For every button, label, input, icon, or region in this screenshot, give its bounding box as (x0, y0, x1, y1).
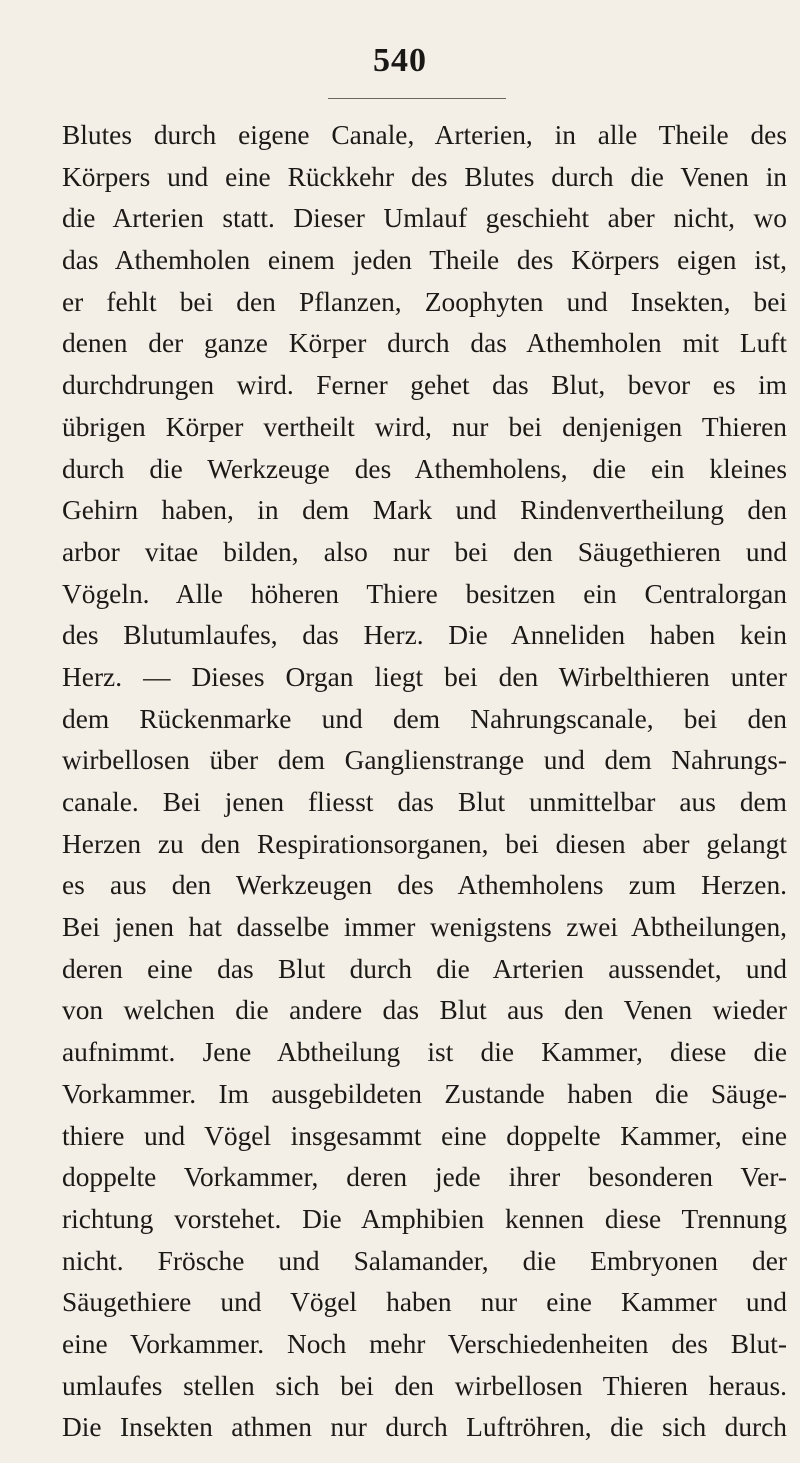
text-line: Vögeln. Alle höheren Thiere besitzen ein Centralorgan (62, 578, 787, 609)
text-line: das Athemholen einem jeden Theile des Körpers eigen ist, (62, 245, 787, 276)
text-line: Herzen zu den Respirationsorganen, bei diesen aber gelangt (62, 828, 787, 859)
text-line: deren eine das Blut durch die Arterien aussendet, und (62, 953, 787, 984)
text-line: Körpers und eine Rückkehr des Blutes durch die Venen in (62, 161, 787, 192)
text-line: thiere und Vögel insgesammt eine doppelte Kammer, eine (62, 1120, 787, 1151)
text-line: übrigen Körper vertheilt wird, nur bei denjenigen Thieren (62, 411, 787, 442)
page-number: 540 (373, 42, 427, 79)
text-line: nicht. Frösche und Salamander, die Embryonen der (62, 1245, 787, 1276)
text-line: es aus den Werkzeugen des Athemholens zum Herzen. (62, 870, 787, 901)
text-line: arbor vitae bilden, also nur bei den Säugethieren und (62, 536, 787, 567)
text-line: des Blutumlaufes, das Herz. Die Anneliden haben kein (62, 620, 787, 651)
header-rule (328, 98, 506, 99)
text-line: dem Rückenmarke und dem Nahrungscanale, bei den (62, 703, 787, 734)
text-line: durch die Werkzeuge des Athemholens, die ein kleines (62, 453, 787, 484)
text-line: Bei jenen hat dasselbe immer wenigstens zwei Abtheilungen, (62, 912, 787, 943)
text-line: denen der ganze Körper durch das Athemholen mit Luft (62, 328, 787, 359)
text-line: canale. Bei jenen fliesst das Blut unmittelbar aus dem (62, 787, 787, 817)
text-line: die Arterien statt. Dieser Umlauf geschieht aber nicht, wo (62, 203, 787, 234)
text-line: richtung vorstehet. Die Amphibien kennen diese Trennung (62, 1203, 787, 1234)
text-line: er fehlt bei den Pflanzen, Zoophyten und Insekten, bei (62, 286, 787, 317)
text-line: eine Vorkammer. Noch mehr Verschiedenheiten des Blut- (62, 1328, 787, 1359)
text-line: Säugethiere und Vögel haben nur eine Kammer und (62, 1287, 787, 1318)
text-line: von welchen die andere das Blut aus den Venen wieder (62, 995, 787, 1026)
text-line: Vorkammer. Im ausgebildeten Zustande haben die Säuge- (62, 1078, 787, 1109)
text-line: doppelte Vorkammer, deren jede ihrer besonderen Ver- (62, 1162, 787, 1193)
text-line: Gehirn haben, in dem Mark und Rindenvertheilung den (62, 495, 787, 526)
text-line: aufnimmt. Jene Abtheilung ist die Kammer, diese die (62, 1037, 787, 1068)
text-line: umlaufes stellen sich bei den wirbellosen Thieren heraus. (62, 1370, 787, 1401)
body-text (62, 115, 787, 1449)
text-line: durchdrungen wird. Ferner gehet das Blut, bevor es im (62, 370, 787, 401)
text-line: Herz. — Dieses Organ liegt bei den Wirbelthieren unter (62, 661, 787, 692)
text-line: Blutes durch eigene Canale, Arterien, in alle Theile des (62, 120, 787, 150)
text-line: wirbellosen über dem Ganglienstrange und dem Nahrungs- (62, 745, 787, 776)
text-line: Die Insekten athmen nur durch Luftröhren, die sich durch (62, 1412, 787, 1443)
